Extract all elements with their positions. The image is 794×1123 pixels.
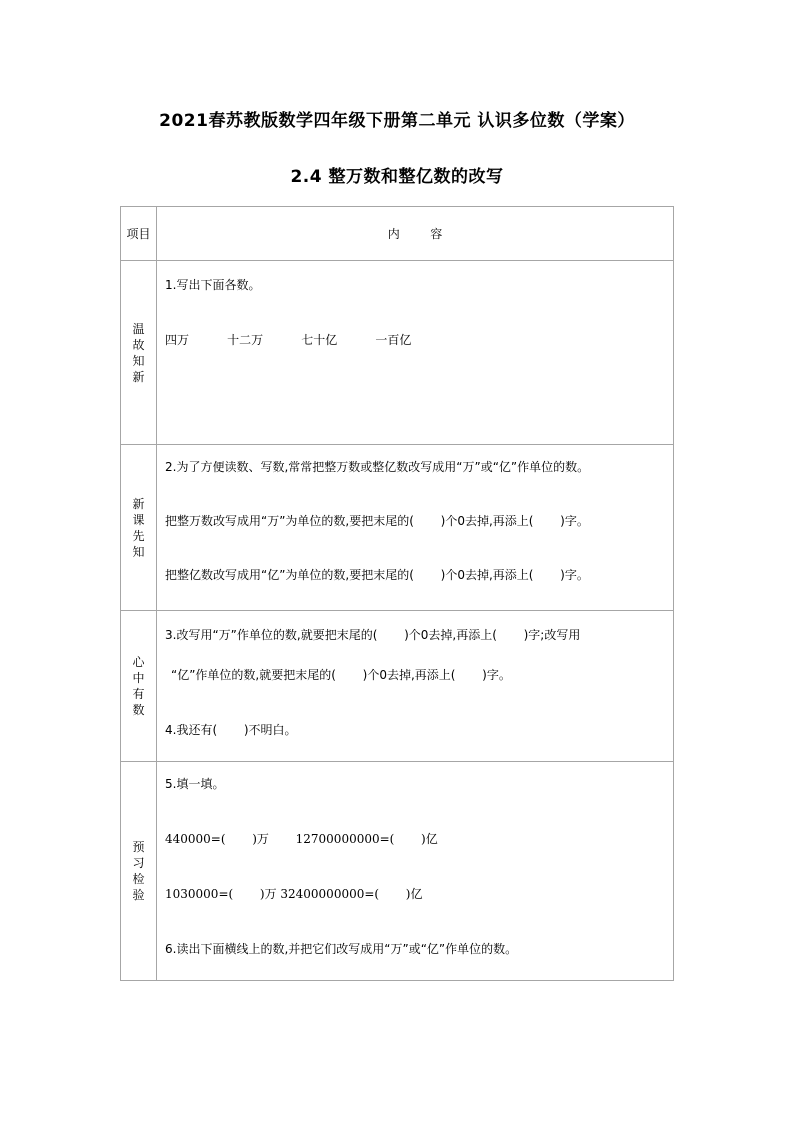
worksheet-table <box>120 206 674 981</box>
table-header-row <box>121 207 674 261</box>
question-line: 4.我还有( )不明白。 <box>165 723 297 737</box>
section-category-cell <box>121 762 157 981</box>
question-line: 2.为了方便读数、写数,常常把整万数或整亿数改写成用“万”或“亿”作单位的数。 <box>165 460 590 474</box>
question-line: “亿”作单位的数,就要把末尾的( )个0去掉,再添上( )字。 <box>171 668 511 682</box>
section-row-review <box>121 261 674 445</box>
question-line: 把整亿数改写成用“亿”为单位的数,要把末尾的( )个0去掉,再添上( )字。 <box>165 568 589 582</box>
section-content-cell <box>157 762 674 981</box>
section-content-cell <box>157 445 674 611</box>
question-line: 四万 十二万 七十亿 一百亿 <box>165 333 412 347</box>
section-category-label: 预习检验 <box>132 840 145 902</box>
header-content-cell <box>157 207 674 261</box>
section-content-cell <box>157 261 674 445</box>
question-line: 3.改写用“万”作单位的数,就要把末尾的( )个0去掉,再添上( )字;改写用 <box>165 628 581 642</box>
section-content-cell <box>157 611 674 762</box>
section-category-cell <box>121 261 157 445</box>
header-content-label: 内 容 <box>387 227 443 241</box>
question-line: 6.读出下面横线上的数,并把它们改写成用“万”或“亿”作单位的数。 <box>165 942 518 956</box>
header-item-cell <box>121 207 157 261</box>
section-row-test <box>121 762 674 981</box>
section-category-label: 温故知新 <box>132 321 145 384</box>
question-line: 5.填一填。 <box>165 777 225 791</box>
fill-in-line: 440000=( )万 12700000000=( )亿 <box>165 832 438 846</box>
section-category-cell <box>121 611 157 762</box>
question-line: 1.写出下面各数。 <box>165 278 261 292</box>
question-line: 把整万数改写成用“万”为单位的数,要把末尾的( )个0去掉,再添上( )字。 <box>165 514 589 528</box>
lesson-subtitle: 2.4 整万数和整亿数的改写 <box>290 167 504 187</box>
section-category-label: 新课先知 <box>132 496 145 559</box>
section-row-preview <box>121 445 674 611</box>
section-row-check <box>121 611 674 762</box>
section-category-cell <box>121 445 157 611</box>
section-category-label: 心中有数 <box>132 655 145 717</box>
header-item-label: 项目 <box>126 227 151 241</box>
document-title: 2021春苏教版数学四年级下册第二单元 认识多位数（学案） <box>159 111 635 131</box>
fill-in-line: 1030000=( )万 32400000000=( )亿 <box>165 887 423 901</box>
